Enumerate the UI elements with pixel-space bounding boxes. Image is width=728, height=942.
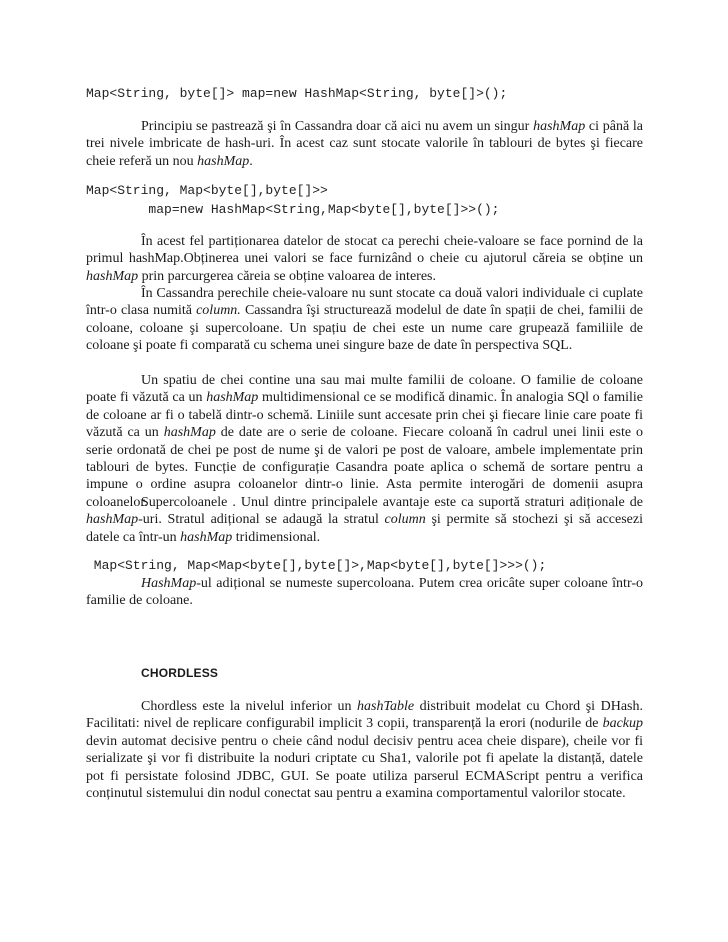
text-run: Un spatiu de chei contine una sau mai multe familii de coloane. O familie de coloane poate fi văzută ca un	[86, 373, 643, 406]
text-run: de date are o serie de coloane. Fiecare coloană în cadrul unei linii este o serie ordonată de chei pe post de nume şi de valori pe post de valoare, ambele implementate prin tablouri de bytes. Funcție de configurație Casandra poate aplica o schemă de sortare pentru a impune o ordine asupra coloanelor dintr-o linie. Asta permite interogări de domenii asupra coloanelor.	[86, 425, 643, 510]
italic-term: column.	[196, 303, 241, 319]
section-heading: CHORDLESS	[141, 666, 219, 680]
text-run: Supercoloanele . Unul dintre principalele avantaje este ca suportă straturi adiționale de	[141, 495, 643, 510]
italic-term: HashMap	[141, 576, 197, 591]
italic-term: backup	[602, 716, 643, 732]
text-run: prin parcurgerea căreia se obține valoarea de interes.	[138, 268, 436, 284]
text-run: ci până la trei nivele imbricate de hash-uri. În acest caz sunt stocate valorile în tablouri de bytes şi fiecare cheie referă un nou	[86, 119, 644, 169]
code-snippet-supercolumn: Map<String, Map<Map<byte[],byte[]>,Map<byte[],byte[]>>>();	[86, 558, 547, 573]
code-snippet-nested-map-line1: Map<String, Map<byte[],byte[]>>	[86, 183, 328, 198]
text-run: devin automat decisive pentru o cheie când nodul decisiv pentru acea cheie dispare), cheile vor fi serializate şi vor fi distribuite la noduri criptate cu Sha1, valorile pot fi apelate la distanță, datele pot fi persistate folosind JDBC, GUI. Se poate utiliza parserul ECMAScript pentru a verifica conținutul sistemului din nodul conectat sau pentru a examina comportamentul valorilor stocate.	[86, 733, 643, 802]
text-run: distribuit modelat cu Chord şi DHash. Facilitati: nivel de replicare configurabil implicit 3 copii, transparență la erori (nodurile de	[86, 699, 644, 732]
paragraph-chordless	[86, 698, 643, 802]
code-snippet-nested-map-line2: map=new HashMap<String,Map<byte[],byte[]>>();	[86, 202, 500, 217]
paragraph-cassandra-pairs	[86, 285, 643, 355]
code-snippet-hashmap: Map<String, byte[]> map=new HashMap<String, byte[]>();	[86, 86, 508, 101]
italic-term: hashTable	[357, 699, 415, 714]
paragraph-principle	[86, 118, 643, 170]
text-run: În acest fel partiționarea datelor de stocat ca perechi cheie-valoare se face pornind de la primul hashMap.Obținerea unei valori se face furnizând o cheie cu ajutorul căreia se obține un	[86, 234, 643, 267]
paragraph-additional-hashmap	[86, 575, 643, 610]
text-run: multidimensional ce se modifică dinamic. În analogia SQl o familie de coloane ar fi o tabelă dintr-o schemă. Liniile sunt accesate prin chei şi fiecare linie care poate fi văzută ca un	[86, 390, 643, 441]
text-run: tridimensional.	[232, 529, 321, 545]
italic-term: column	[384, 512, 426, 528]
italic-term: hashMap	[180, 529, 233, 545]
text-run: .	[249, 153, 253, 169]
text-run: -ul adițional se numeste supercoloana. Putem crea oricâte super coloane într-o familie de coloane.	[86, 576, 643, 609]
italic-term: hashMap	[163, 425, 216, 441]
paragraph-partitioning	[86, 233, 643, 285]
text-run: Cassandra îşi structurează modelul de date în spații de chei, familii de coloane, coloane şi supercoloane. Un spațiu de chei este un nume care grupează familiile de coloane şi poate fi comparată cu schema unei singure baze de date în perspectiva SQL.	[86, 303, 644, 354]
text-run: În Cassandra perechile cheie-valoare nu sunt stocate ca două valori individuale ci cuplate într-o clasa numită	[86, 286, 643, 319]
italic-term: hashMap	[533, 119, 586, 134]
text-run: -uri. Stratul adițional se adaugă la stratul	[138, 512, 385, 528]
text-run: Chordless este la nivelul inferior un	[141, 699, 358, 714]
text-run: Principiu se pastrează şi în Cassandra doar că aici nu avem un singur	[141, 119, 534, 134]
italic-term: hashMap	[86, 268, 139, 284]
italic-term: hashMap	[86, 512, 139, 528]
italic-term: hashMap	[197, 153, 250, 169]
italic-term: hashMap	[206, 390, 259, 406]
text-run: şi permite să stochezi şi să accesezi datele ca într-un	[86, 512, 643, 545]
paragraph-supercolumns	[86, 494, 643, 546]
paragraph-column-families	[86, 372, 643, 511]
